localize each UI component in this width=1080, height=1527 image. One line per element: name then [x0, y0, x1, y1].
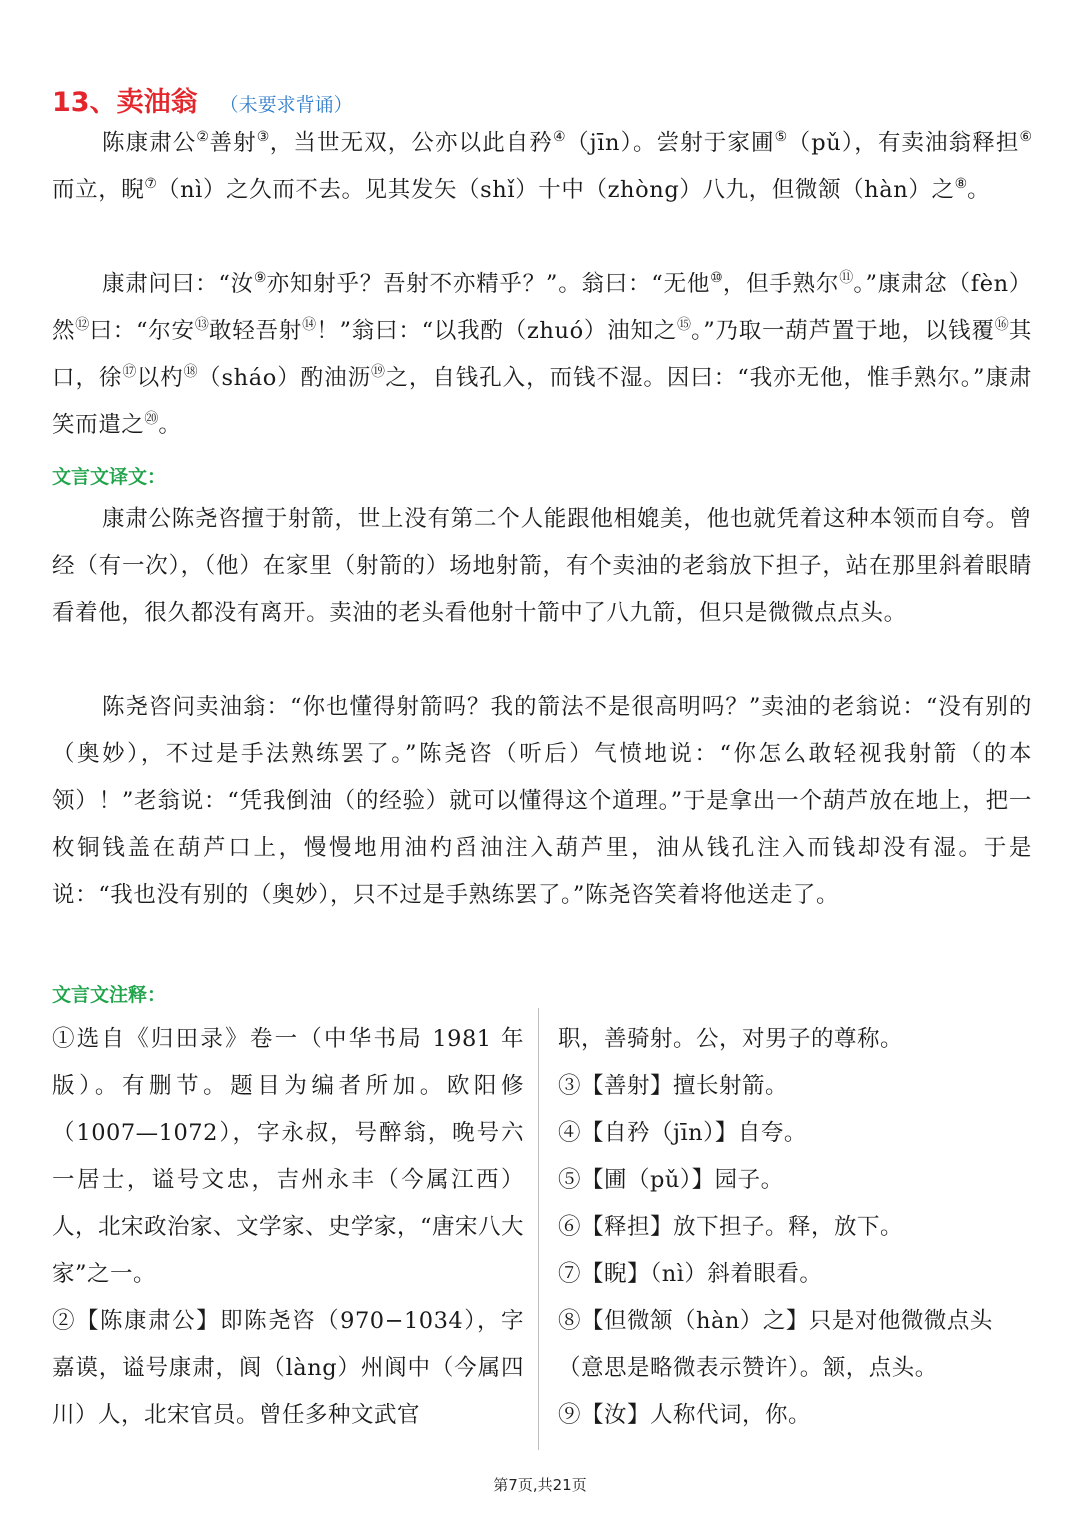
footnote-ref: ⑰ [122, 364, 137, 380]
footnote-ref: ⑤ [774, 129, 788, 145]
footnote-ref: ⑧ [954, 176, 968, 192]
text: ！”翁曰：“以我酌（zhuó）油知之 [316, 318, 677, 344]
note-item-3: ③【善射】擅长射箭。 [558, 1073, 789, 1099]
translation-heading: 文言文译文： [52, 466, 167, 488]
text: （pǔ），有卖油翁释担 [787, 130, 1020, 156]
notes-right-column [558, 1016, 1036, 1439]
notes-heading: 文言文注释： [52, 984, 167, 1006]
original-paragraph-2 [52, 261, 1032, 449]
text: （jīn）。尝射于家圃 [566, 130, 775, 156]
text: ，但手熟尔 [722, 271, 840, 297]
text: ，当世无双，公亦以此自矜 [269, 130, 553, 156]
footnote-ref: ⑦ [144, 176, 157, 192]
text: 敢轻吾射 [208, 318, 303, 344]
text: 之，自钱孔入，而钱不湿。因曰：“我亦无他，惟手熟尔。”康肃笑而遣之 [52, 365, 1033, 438]
translation-paragraph-2: 陈尧咨问卖油翁：“你也懂得射箭吗？我的箭法不是很高明吗？”卖油的老翁说：“没有别的（奥妙），不过是手法熟练罢了。”陈尧咨（听后）气愤地说：“你怎么敢轻视我射箭（的本领）！”老翁说：“凭我倒油（的经验）就可以懂得这个道理。”于是拿出一个葫芦放在地上，把一枚铜钱盖在葫芦口上，慢慢地用油杓舀油注入葫芦里，油从钱孔注入而钱却没有湿。于是说：“我也没有别的（奥妙），只不过是手熟练罢了。”陈尧咨笑着将他送走了。 [52, 694, 1032, 908]
text: 以杓 [136, 365, 184, 391]
text: 善射 [209, 130, 257, 156]
footnote-ref: ⑨ [253, 270, 267, 286]
note-item-2: ②【陈康肃公】即陈尧咨（970−1034），字嘉谟，谥号康肃，阆（làng）州阆中（今属四川）人，北宋官员。曾任多种文武官 [52, 1308, 524, 1428]
notes-left-column [52, 1016, 524, 1439]
note-item-2-continued: 职，善骑射。公，对男子的尊称。 [558, 1026, 904, 1052]
text: 曰：“尔安 [89, 318, 195, 344]
footnote-ref: ⑪ [839, 270, 854, 286]
text: 康肃问曰：“汝 [102, 271, 254, 297]
text: 陈康肃公 [102, 130, 197, 156]
footnote-ref: ⑬ [194, 317, 209, 333]
footnote-ref: ⑲ [371, 364, 386, 380]
text: 亦知射乎？吾射不亦精乎？”。翁曰：“无他 [266, 271, 711, 297]
text: 。”康肃忿（fèn）然 [52, 271, 1033, 344]
footnote-ref: ⑭ [302, 317, 317, 333]
text: 。 [158, 412, 182, 438]
text: 。”乃取一葫芦置于地，以钱覆 [691, 318, 995, 344]
column-divider [538, 1008, 539, 1450]
footnote-ref: ④ [553, 129, 567, 145]
text: （sháo）酌油沥 [198, 365, 372, 391]
title-note: （未要求背诵） [219, 94, 353, 116]
footnote-ref: ⑯ [994, 317, 1009, 333]
footnote-ref: ⑱ [183, 364, 199, 380]
text: （nì）之久而不去。见其发矢（shǐ）十中（zhòng）八九，但微颔（hàn）之 [156, 177, 955, 203]
note-item-4: ④【自矜（jīn）】自夸。 [558, 1120, 807, 1146]
text: 。 [967, 177, 991, 203]
footnote-ref: ⑩ [710, 270, 723, 286]
note-item-5: ⑤【圃（pǔ）】园子。 [558, 1167, 784, 1193]
footnote-ref: ⑳ [144, 411, 159, 427]
page-number: 第7页,共21页 [493, 1476, 587, 1494]
footnote-ref: ② [196, 129, 210, 145]
title-row [52, 80, 353, 119]
text: 其口，徐 [52, 318, 1032, 391]
note-item-8: ⑧【但微颔（hàn）之】只是对他微微点头（意思是略微表示赞许）。颔，点头。 [558, 1308, 993, 1381]
page-title: 13、卖油翁 [52, 87, 198, 118]
footnote-ref: ③ [256, 129, 270, 145]
note-item-9: ⑨【汝】人称代词，你。 [558, 1402, 812, 1428]
text: 而立，睨 [52, 177, 145, 203]
translation-paragraph-1: 康肃公陈尧咨擅于射箭，世上没有第二个人能跟他相媲美，他也就凭着这种本领而自夸。曾经（有一次），（他）在家里（射箭的）场地射箭，有个卖油的老翁放下担子，站在那里斜着眼睛看着他，很久都没有离开。卖油的老头看他射十箭中了八九箭，但只是微微点点头。 [52, 506, 1032, 626]
footnote-ref: ⑮ [677, 317, 692, 333]
footnote-ref: ⑥ [1019, 129, 1033, 145]
note-item-7: ⑦【睨】（nì）斜着眼看。 [558, 1261, 823, 1287]
note-item-1: ①选自《归田录》卷一（中华书局 1981 年版）。有删节。题目为编者所加。欧阳修（1007—1072），字永叔，号醉翁，晚号六一居士，谥号文忠，吉州永丰（今属江西）人，北宋政治家、文学家、史学家，“唐宋八大家”之一。 [52, 1026, 525, 1287]
footnote-ref: ⑫ [75, 317, 90, 333]
original-paragraph-1 [52, 120, 1032, 214]
note-item-6: ⑥【释担】放下担子。释，放下。 [558, 1214, 904, 1240]
